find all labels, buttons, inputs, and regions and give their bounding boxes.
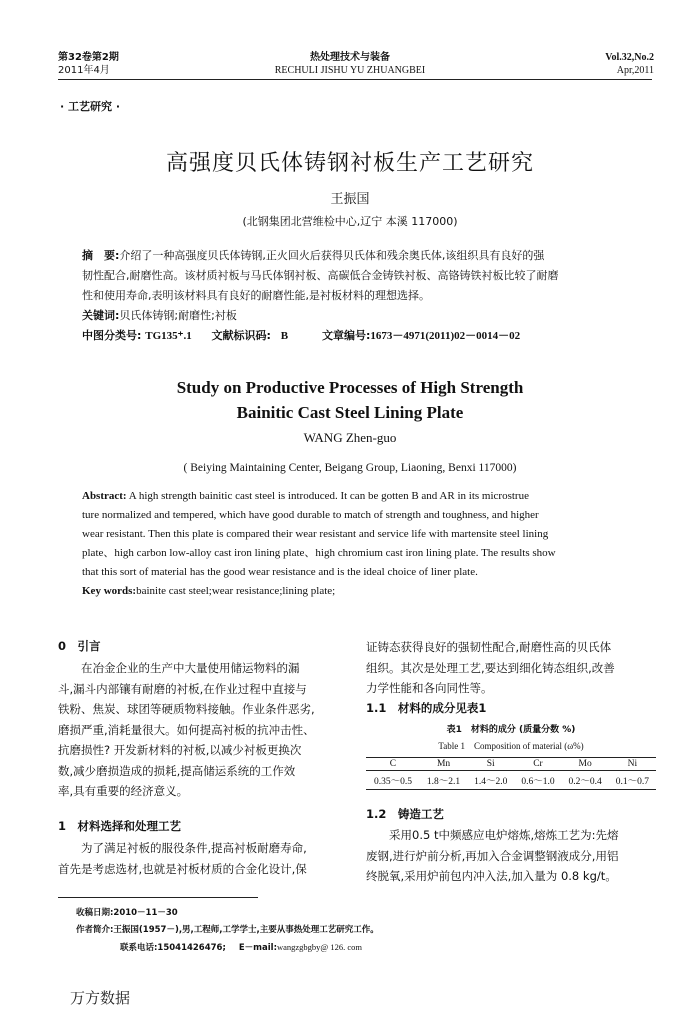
body-line: 废钢,进行炉前分析,再加入合金调整钢液成分,用铝	[366, 848, 619, 863]
subsection-1-1-title: 1.1 材料的成分见表1	[366, 701, 487, 715]
table-header: Mn	[420, 758, 467, 771]
table-caption-en: Table 1 Composition of material (ω%)	[438, 741, 584, 751]
body-line: 数,减少磨损造成的损耗,提高储运系统的工作效	[58, 763, 296, 778]
received-date: 收稿日期:2010－11－30	[76, 908, 178, 918]
date-en: Apr,2011	[616, 65, 654, 76]
abstract-cn-line: 性和使用寿命,表明该材料具有良好的耐磨性能,是衬板材料的理想选择。	[82, 289, 430, 302]
contact-line	[120, 939, 362, 956]
keywords-en: Key words:bainite cast steel;wear resistance;lining plate;	[82, 585, 336, 597]
column-tag: · 工艺研究 ·	[60, 100, 121, 113]
journal-name-cn: 热处理技术与装备	[310, 52, 390, 63]
table-cell: 1.4～2.0	[467, 771, 514, 790]
section-1-body	[58, 838, 350, 879]
title-en-line: Study on Productive Processes of High Strength	[176, 378, 524, 397]
title-en-line: Bainitic Cast Steel Lining Plate	[236, 403, 464, 422]
abstract-en-line: plate、high carbon low-alloy cast iron lining plate、high chromium cast iron lining plate. The results show	[82, 547, 556, 559]
abstract-cn-label: 摘 要:	[82, 249, 120, 262]
clc-value: TG135⁺.1	[145, 330, 192, 342]
right-column-intro	[366, 637, 656, 699]
table-header-row	[366, 758, 656, 771]
doc-code-value: B	[280, 330, 289, 342]
header-rule	[58, 79, 652, 80]
phone-value: 15041426476;	[157, 943, 226, 953]
doc-code-label: 文献标识码:	[211, 329, 271, 342]
affiliation-en: ( Beiying Maintaining Center, Beigang Group, Liaoning, Benxi 117000)	[183, 462, 517, 474]
body-line: 在冶金企业的生产中大量使用储运物料的漏	[81, 661, 300, 675]
title-en	[0, 375, 700, 425]
author-cn: 王振国	[330, 192, 370, 207]
email-label: E－mail:	[238, 943, 277, 953]
abstract-cn-line: 摘 要:介绍了一种高强度贝氏体铸钢,正火回火后获得贝氏体和残余奥氏体,该组织具有良好的强	[82, 249, 545, 262]
abstract-cn-line: 韧性配合,耐磨性高。该材质衬板与马氏体钢衬板、高碳低合金铸铁衬板、高铬铸铁衬板比较了耐磨	[82, 269, 559, 282]
subsection-1-2-body	[366, 825, 656, 887]
author-bio: 作者简介:王振国(1957－),男,工程师,工学学士,主要从事热处理工艺研究工作。	[76, 925, 379, 935]
body-line: 终脱氧,采用炉前包内冲入法,加入量为 0.8 kg/t。	[366, 869, 617, 883]
body-line: 证铸态获得良好的强韧性配合,耐磨性高的贝氏体	[366, 640, 612, 654]
table-caption-cn: 表1 材料的成分 (质量分数 %)	[446, 725, 576, 735]
abstract-cn	[82, 246, 642, 346]
body-line: 磨损严重,消耗量很大。如何提高衬板的抗冲击性、	[58, 722, 315, 737]
table-header: Cr	[514, 758, 561, 771]
footnote-rule	[58, 897, 258, 898]
table-cell: 0.6～1.0	[514, 771, 561, 790]
clc-label: 中图分类号:	[82, 329, 142, 342]
table-header: Si	[467, 758, 514, 771]
section-0-body	[58, 658, 350, 802]
body-line: 率,具有重要的经济意义。	[58, 784, 189, 798]
body-line: 力学性能和各向同性等。	[366, 681, 493, 695]
table-row	[366, 771, 656, 790]
article-number-label: 文章编号:	[321, 329, 371, 342]
article-number-value: 1673－4971(2011)02－0014－02	[370, 330, 521, 342]
subsection-1-2-title: 1.2 铸造工艺	[366, 807, 444, 821]
body-line: 采用0.5 t中频感应电炉熔炼,熔炼工艺为:先熔	[389, 828, 619, 842]
abstract-en	[82, 487, 647, 601]
body-line: 组织。其次是处理工艺,要达到细化铸态组织,改善	[366, 660, 615, 675]
date-cn: 2011年4月	[58, 65, 110, 76]
table-header: Ni	[609, 758, 656, 771]
affiliation-cn: (北钢集团北营维检中心,辽宁 本溪 117000)	[242, 215, 458, 228]
volume-issue-en: Vol.32,No.2	[605, 52, 654, 63]
abstract-en-line: ture normalized and tempered, which have good durable to match of strength and toughness, and higher	[82, 509, 539, 521]
abstract-en-line: that this sort of material has the good wear resistance and is the ideal choice of liner plate.	[82, 566, 478, 578]
table-cell: 0.2～0.4	[562, 771, 609, 790]
body-line: 为了满足衬板的服役条件,提高衬板耐磨寿命,	[81, 841, 307, 855]
composition-table	[366, 757, 656, 790]
table-header: C	[366, 758, 420, 771]
body-line: 铁粉、焦炭、球团等硬质物料接触。作业条件恶劣,	[58, 702, 315, 716]
title-cn: 高强度贝氏体铸钢衬板生产工艺研究	[165, 151, 534, 176]
author-en: WANG Zhen-guo	[303, 430, 397, 445]
table-header: Mo	[562, 758, 609, 771]
email-value: wangzgbgby@ 126. com	[276, 942, 363, 952]
body-line: 首先是考虑选材,也就是衬板材质的合金化设计,保	[58, 861, 307, 876]
volume-issue-cn: 第32卷第2期	[58, 52, 119, 63]
journal-name-en: RECHULI JISHU YU ZHUANGBEI	[274, 65, 426, 76]
table-cell: 1.8～2.1	[420, 771, 467, 790]
abstract-en-label: Abstract:	[82, 490, 127, 502]
section-1-title: 1 材料选择和处理工艺	[58, 819, 182, 833]
watermark-text: 万方数据	[70, 989, 131, 1007]
table-cell: 0.1～0.7	[609, 771, 656, 790]
phone-label: 联系电话:	[120, 943, 158, 953]
keywords-cn: 关键词:贝氏体铸钢;耐磨性;衬板	[82, 309, 237, 322]
section-0-title: 0 引言	[58, 639, 101, 653]
body-line: 抗磨损性? 开发新材料的衬板,以减少衬板更换次	[58, 743, 302, 757]
abstract-en-line: Abstract: A high strength bainitic cast steel is introduced. It can be gotten B and AR in its microstrue	[82, 490, 529, 502]
table-cell: 0.35～0.5	[366, 771, 420, 790]
abstract-en-line: wear resistant. Then this plate is compared their wear resistant and service life with martensite steel lining	[82, 528, 549, 540]
classification-line	[82, 326, 642, 346]
body-line: 斗,漏斗内部镶有耐磨的衬板,在作业过程中直接与	[58, 681, 307, 696]
